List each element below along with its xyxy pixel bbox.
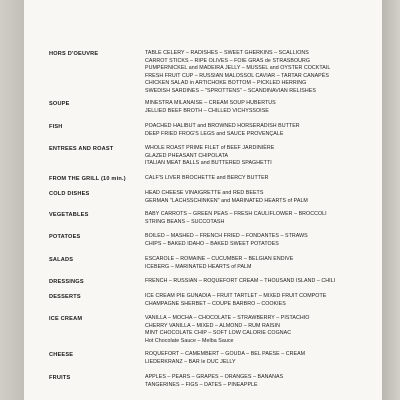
section-items [145,374,380,389]
menu-item: CALF'S LIVER BROCHETTE and BERCY BUTTER [145,175,269,181]
menu-item: VANILLA – MOCHA – CHOCOLATE – STRAWBERRY – PISTACHIO [145,315,310,321]
section-items [145,50,380,96]
section-heading: VEGETABLES [49,212,89,218]
menu-item: ICEBERG – MARINATED HEARTS of PALM [145,263,252,270]
menu-item: GERMAN "LACHSSCHINKEN" and MARINATED HEARTS of PALM [145,197,308,204]
section-items [145,123,380,138]
section-heading: ENTREES AND ROAST [49,146,114,152]
menu-item: APPLES – PEARS – GRAPES – ORANGES – BANANAS [145,374,284,380]
section-items [145,315,380,345]
section-items [145,256,380,271]
background-right [382,0,400,400]
section-heading: DESSERTS [49,294,81,300]
menu-item: MINT CHOCOLATE CHIP – SOFT LOW CALORIE COGNAC [145,330,292,337]
menu-item: GLAZED PHEASANT CHIPOLATA [145,152,229,159]
menu-item: TANGERINES – FIGS – DATES – PINEAPPLE [145,381,258,388]
menu-item: BABY CARROTS – GREEN PEAS – FRESH CAULIFLOWER – BROCCOLI [145,211,327,217]
menu-item: FRENCH – RUSSIAN – ROQUEFORT CREAM – THOUSAND ISLAND – CHILI [145,278,336,284]
section-heading: CHEESE [49,352,74,358]
menu-item: STRING BEANS – SUCCOTASH [145,218,225,225]
section-items [145,351,380,366]
section-items [145,100,380,115]
menu-item: CHIPS – BAKED IDAHO – BAKED SWEET POTATOES [145,240,279,247]
menu-item: HEAD CHEESE VINAIGRETTE and RED BEETS [145,190,264,196]
menu-item: CARROT STICKS – RIPE OLIVES – FOIE GRAS de STRASBOURG [145,57,311,64]
menu-item: FRESH FRUIT CUP – RUSSIAN MALOSSOL CAVIAR – TARTAR CANAPÉS [145,72,329,79]
menu-item: CHAMPAGNE SHERBET – COUPE BARBRO – COOKIES [145,300,286,307]
menu-item: ESCAROLE – ROMAINE – CUCUMBER – BELGIAN ENDIVE [145,256,294,262]
menu-item: CHICKEN SALAD in ARTICHOKE BOTTOM – PICKLED HERRING [145,80,307,87]
section-heading: FRUITS [49,375,71,381]
section-heading: SOUPE [49,101,70,107]
section-heading: FISH [49,124,63,130]
section-items [145,293,380,308]
section-items [145,145,380,168]
menu-item: MINESTRA MILANAISE – CREAM SOUP HUBERTUS [145,100,276,106]
background-left [0,0,24,400]
menu-item: WHOLE ROAST PRIME FILET of BEEF JARDINIÈRE [145,145,275,151]
section-items [145,175,380,183]
menu-item: SWEDISH SARDINES – "SPROTTENS" – SCANDINAVIAN RELISHES [145,87,316,94]
section-heading: FROM THE GRILL (10 min.) [49,176,126,182]
section-items [145,190,380,205]
section-items [145,278,380,286]
menu-item: LIEDERKRANZ – BAR le DUC JELLY [145,358,236,365]
section-heading: ICE CREAM [49,316,83,322]
menu-page [24,0,382,400]
menu-item: CHERRY VANILLA – MIXED – ALMOND – RUM RAISIN [145,322,280,329]
section-items [145,233,380,248]
menu-item: DEEP FRIED FROG'S LEGS and SAUCE PROVENÇALE [145,130,284,137]
menu-item: ROQUEFORT – CAMEMBERT – GOUDA – BEL PAESE – CREAM [145,351,306,357]
menu-item: JELLIED BEEF BROTH – CHILLED VICHYSSOISE [145,107,269,114]
menu-item: TABLE CELERY – RADISHES – SWEET GHERKINS – SCALLIONS [145,50,309,56]
section-heading: DRESSINGS [49,279,84,285]
menu-item: BOILED – MASHED – FRENCH FRIED – FONDANTES – STRAWS [145,233,308,239]
menu-item: Hot Chocolate Sauce – Melba Sauce [145,337,234,344]
section-heading: SALADS [49,257,74,263]
section-heading: POTATOES [49,234,81,240]
menu-item: POACHED HALIBUT and BROWNED HORSERADISH BUTTER [145,123,300,129]
menu-item: ICE CREAM PIE GUNADIA – FRUIT TARTLET – MIXED FRUIT COMPOTE [145,293,327,299]
menu-item: PUMPERNICKEL and MADEIRA JELLY – MUSSEL and OYSTER COCKTAIL [145,65,331,72]
menu-item: ITALIAN MEAT BALLS and BUTTERED SPAGHETTI [145,160,272,167]
section-heading: HORS D'OEUVRE [49,51,99,57]
section-heading: COLD DISHES [49,191,90,197]
section-items [145,211,380,226]
